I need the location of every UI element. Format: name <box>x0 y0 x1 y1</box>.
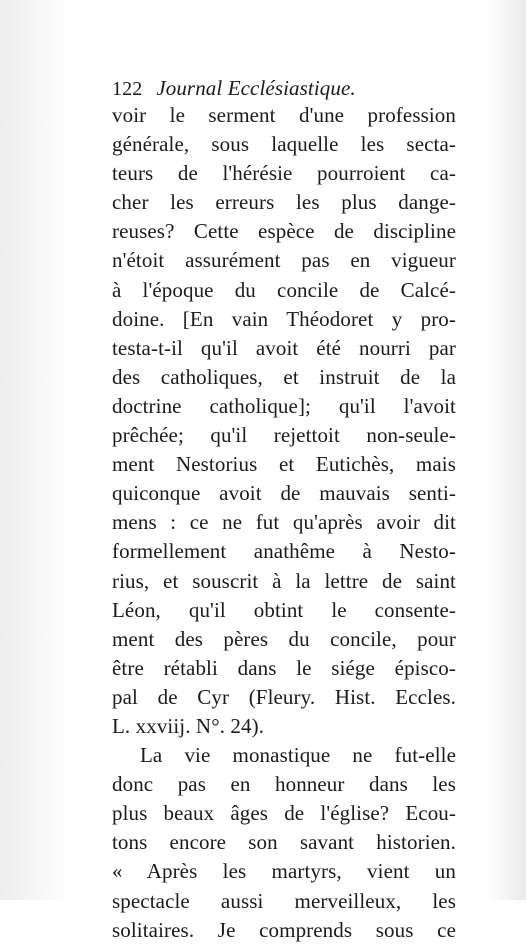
text-line: prêchée; qu'il rejettoit non-seule- <box>112 423 456 448</box>
text-line: à l'époque du concile de Calcé- <box>112 277 456 302</box>
text-line: La vie monastique ne fut-elle <box>140 743 456 768</box>
text-line: plus beaux âges de l'église? Ecou- <box>112 801 456 826</box>
text-line: ment des pères du concile, pour <box>112 626 456 651</box>
text-line: n'étoit assurément pas en vigueur <box>112 248 456 273</box>
page-gutter-shadow <box>0 0 70 900</box>
text-line: doine. [En vain Théodoret y pro- <box>112 306 456 331</box>
text-line: Léon, qu'il obtint le consente- <box>112 597 456 622</box>
text-line: teurs de l'hérésie pourroient ca- <box>112 161 456 186</box>
text-line: formellement anathême à Nesto- <box>112 539 456 564</box>
running-head <box>112 74 456 103</box>
text-line: solitaires. Je comprends sous ce <box>112 917 456 942</box>
book-page <box>112 74 456 945</box>
page-edge-shadow <box>486 0 526 900</box>
text-line: rius, et souscrit à la lettre de saint <box>112 568 456 593</box>
text-line: reuses? Cette espèce de discipline <box>112 219 456 244</box>
text-line: donc pas en honneur dans les <box>112 772 456 797</box>
text-line: « Après les martyrs, vient un <box>112 859 456 884</box>
text-line: spectacle aussi merveilleux, les <box>112 888 456 913</box>
text-line: ment Nestorius et Eutichès, mais <box>112 452 456 477</box>
text-line: quiconque avoit de mauvais senti- <box>112 481 456 506</box>
text-line: testa-t-il qu'il avoit été nourri par <box>112 335 456 360</box>
text-line: doctrine catholique]; qu'il l'avoit <box>112 393 456 418</box>
text-line: tons encore son savant historien. <box>112 830 456 855</box>
text-line: pal de Cyr (Fleury. Hist. Eccles. <box>112 684 456 709</box>
text-line: mens : ce ne fut qu'après avoir dit <box>112 510 456 535</box>
text-line: des catholiques, et instruit de la <box>112 364 456 389</box>
text-line: cher les erreurs les plus dange- <box>112 190 456 215</box>
text-line: L. xxviij. N°. 24). <box>112 713 265 738</box>
text-line: générale, sous laquelle les secta- <box>112 132 456 157</box>
body-text <box>112 101 456 945</box>
text-line: être rétabli dans le siége épisco- <box>112 655 456 680</box>
running-title: Journal Ecclésiastique. <box>156 76 356 100</box>
text-line: voir le serment d'une profession <box>112 103 456 127</box>
page-number: 122 <box>112 78 143 100</box>
